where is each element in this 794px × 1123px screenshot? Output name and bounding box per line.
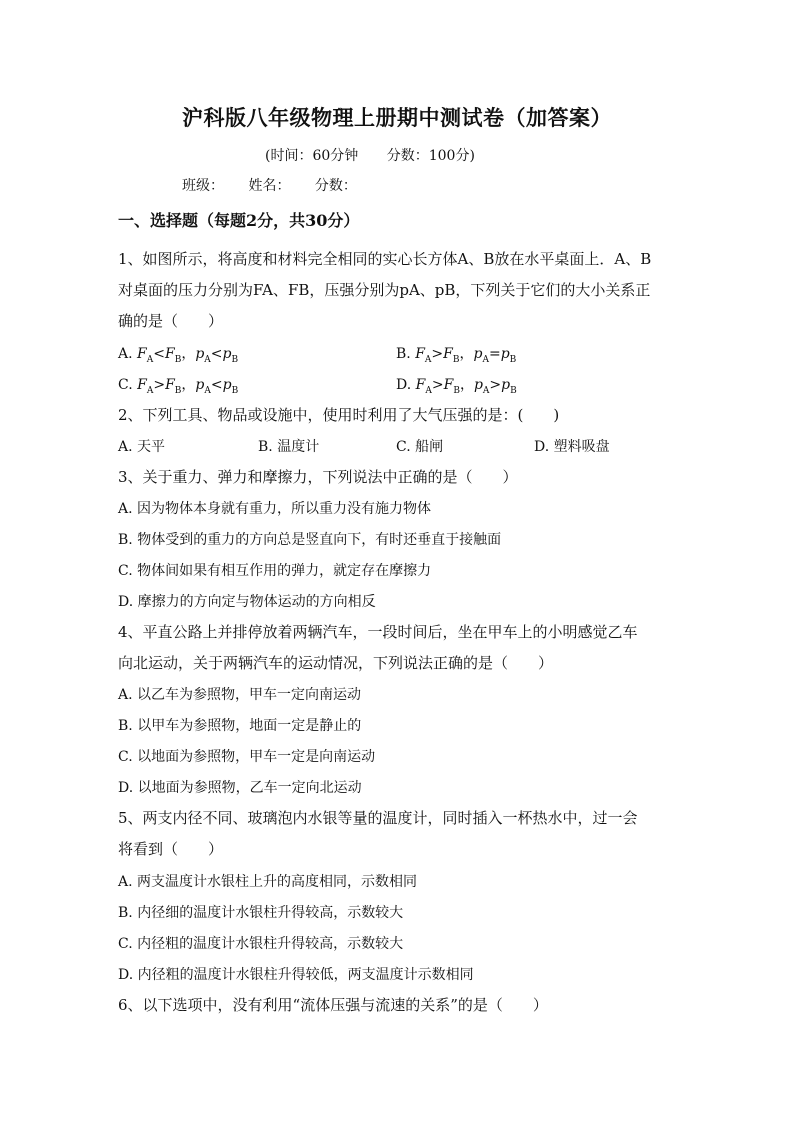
exam-score: 分数：100分) bbox=[386, 148, 475, 164]
question-5-line-2: 将看到（ ） bbox=[118, 840, 224, 858]
question-5-option-d: D. 内径粗的温度计水银柱升得较低，两支温度计示数相同 bbox=[118, 967, 474, 983]
question-1-option-c: C. $F_A>F_B$，$p_A<p_B$ bbox=[118, 377, 239, 396]
section-heading: 一、选择题（每题2分，共30分） bbox=[118, 211, 360, 230]
student-info bbox=[182, 175, 377, 195]
question-6-line-1: 6、以下选项中，没有利用“流体压强与流速的关系”的是（ ） bbox=[118, 996, 548, 1014]
question-2-option-c: C. 船闸 bbox=[396, 439, 444, 455]
question-2-line-1: 2、下列工具、物品或设施中，使用时利用了大气压强的是：( ) bbox=[118, 406, 560, 424]
question-3-option-b: B. 物体受到的重力的方向总是竖直向下，有时还垂直于接触面 bbox=[118, 532, 502, 548]
question-1-line-1: 1、如图所示，将高度和材料完全相同的实心长方体A、B放在水平桌面上．A、B bbox=[118, 250, 652, 268]
name-label: 姓名： bbox=[248, 178, 291, 194]
question-1-line-2: 对桌面的压力分别为FA、FB，压强分别为pA、pB，下列关于它们的大小关系正 bbox=[118, 281, 651, 299]
question-5-option-c: C. 内径粗的温度计水银柱升得较高，示数较大 bbox=[118, 936, 404, 952]
exam-time: (时间：60分钟 bbox=[265, 148, 359, 164]
question-3-option-c: C. 物体间如果有相互作用的弹力，就定存在摩擦力 bbox=[118, 563, 432, 579]
question-1-option-b: B. $F_A>F_B$，$p_A=p_B$ bbox=[396, 346, 517, 365]
question-4-option-a: A. 以乙车为参照物，甲车一定向南运动 bbox=[118, 687, 362, 703]
score-label: 分数： bbox=[314, 178, 357, 194]
question-4-option-d: D. 以地面为参照物，乙车一定向北运动 bbox=[118, 780, 362, 796]
question-5-option-b: B. 内径细的温度计水银柱升得较高，示数较大 bbox=[118, 905, 404, 921]
question-3-option-a: A. 因为物体本身就有重力，所以重力没有施力物体 bbox=[118, 501, 432, 517]
question-4-option-b: B. 以甲车为参照物，地面一定是静止的 bbox=[118, 718, 362, 734]
exam-meta bbox=[265, 145, 499, 165]
question-1-option-d: D. $F_A>F_B$，$p_A>p_B$ bbox=[396, 377, 517, 396]
question-4-option-c: C. 以地面为参照物，甲车一定是向南运动 bbox=[118, 749, 376, 765]
question-4-line-1: 4、平直公路上并排停放着两辆汽车，一段时间后，坐在甲车上的小明感觉乙车 bbox=[118, 623, 638, 641]
question-2-option-a: A. 天平 bbox=[118, 439, 166, 455]
question-3-option-d: D. 摩擦力的方向定与物体运动的方向相反 bbox=[118, 594, 376, 610]
question-4-line-2: 向北运动，关于两辆汽车的运动情况，下列说法正确的是（ ） bbox=[118, 654, 554, 672]
page-title: 沪科版八年级物理上册期中测试卷（加答案） bbox=[182, 105, 612, 130]
question-5-option-a: A. 两支温度计水银柱上升的高度相同，示数相同 bbox=[118, 874, 418, 890]
question-1-option-a: A. $F_A<F_B$，$p_A<p_B$ bbox=[118, 346, 239, 365]
question-2-option-d: D. 塑料吸盘 bbox=[534, 439, 610, 455]
question-1-line-3: 确的是（ ） bbox=[118, 312, 224, 330]
question-2-option-b: B. 温度计 bbox=[258, 439, 320, 455]
question-3-line-1: 3、关于重力、弹力和摩擦力，下列说法中正确的是（ ） bbox=[118, 468, 518, 486]
class-label: 班级： bbox=[182, 178, 224, 194]
question-5-line-1: 5、两支内径不同、玻璃泡内水银等量的温度计，同时插入一杯热水中，过一会 bbox=[118, 809, 638, 827]
